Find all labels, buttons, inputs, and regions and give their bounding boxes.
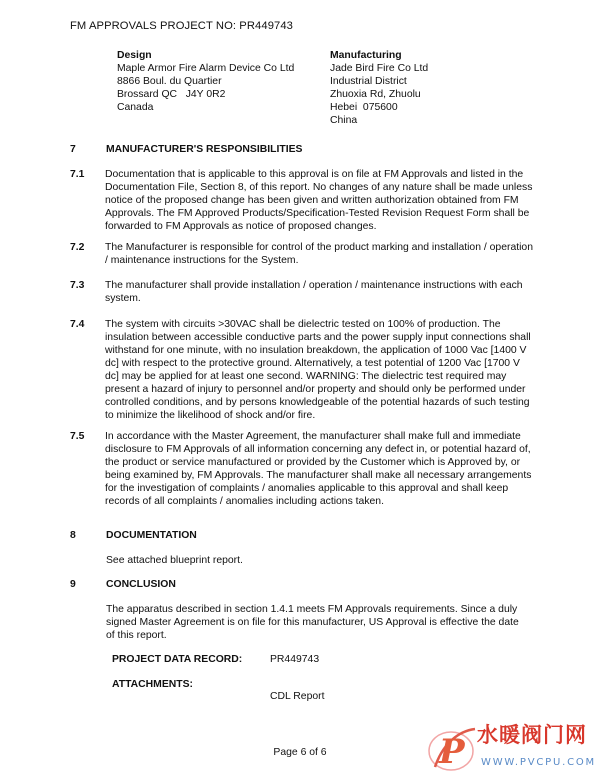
watermark-url: WWW.PVCPU.COM (481, 757, 596, 768)
clause-number: 7.5 (70, 431, 85, 442)
watermark-text: 水暖阀门网 (477, 723, 587, 747)
clause-text: The Manufacturer is responsible for control of the product marking and installation / operation / maintenance instructions for the System. (105, 242, 533, 266)
clause-number: 7.4 (70, 319, 85, 330)
design-address-line: Canada (117, 102, 154, 113)
manufacturing-address-block (330, 49, 530, 127)
manufacturing-heading: Manufacturing (330, 50, 402, 61)
attachments-label: ATTACHMENTS: (112, 679, 193, 690)
design-address-line: Brossard QC J4Y 0R2 (117, 89, 226, 100)
section-title: MANUFACTURER'S RESPONSIBILITIES (106, 144, 303, 155)
section-text: The apparatus described in section 1.4.1 meets FM Approvals requirements. Since a duly signed Master Agreement is on file for this manufacturer, US Approval is effective the date of this report. (106, 604, 519, 641)
manufacturing-address-line: Zhuoxia Rd, Zhuolu (330, 89, 421, 100)
design-address-block (117, 49, 317, 114)
project-data-record-value: PR449743 (270, 654, 320, 665)
clause-text: The manufacturer shall provide installation / operation / maintenance instructions with each system. (105, 280, 523, 304)
watermark (425, 720, 600, 777)
section-title: DOCUMENTATION (106, 530, 197, 541)
design-heading: Design (117, 50, 152, 61)
section-text: See attached blueprint report. (106, 555, 243, 566)
manufacturing-address-line: Hebei 075600 (330, 102, 398, 113)
page-number: Page 6 of 6 (273, 747, 327, 758)
section-title: CONCLUSION (106, 579, 176, 590)
clause-number: 7.3 (70, 280, 85, 291)
manufacturing-address-line: Jade Bird Fire Co Ltd (330, 63, 429, 74)
document-header: FM APPROVALS PROJECT NO: PR449743 (70, 20, 293, 32)
attachments-value: CDL Report (270, 691, 325, 702)
design-address-line: 8866 Boul. du Quartier (117, 76, 222, 87)
section-number: 8 (70, 530, 76, 541)
clause-text: In accordance with the Master Agreement, the manufacturer shall make full and immediate disclosure to FM Approvals of all information concerning any defect in, or potential hazard of, the product or service manufactured or provided by the Customer which is Approved by, or being examined by, FM Approvals. The manufacturer shall make all necessary arrangements for the investigation of complaints / anomalies applicable to this approval and shall keep records of all complaints / anomalies including actions taken. (105, 431, 532, 507)
clause-text: The system with circuits >30VAC shall be dielectric tested on 100% of production. The insulation between accessible conductive parts and the power supply input connections shall withstand for one minute, with no insulation breakdown, the application of 1000 Vac [1400 V dc] with respect to the protective ground. Alternatively, a test potential of 1200 Vac [1700 V dc] may be applied for at least one second. WARNING: The dielectric test required may present a hazard of injury to personnel and/or property and should only be performed under controlled conditions, and by persons knowledgeable of the potential hazards of such testing to minimize the likelihood of shock and/or fire. (105, 319, 531, 421)
watermark-logo-letter: P (439, 732, 465, 772)
watermark-logo-icon (425, 723, 481, 775)
project-data-record-label: PROJECT DATA RECORD: (112, 654, 243, 665)
manufacturing-address-line: Industrial District (330, 76, 407, 87)
design-address-line: Maple Armor Fire Alarm Device Co Ltd (117, 63, 295, 74)
manufacturing-address-line: China (330, 115, 358, 126)
section-number: 7 (70, 144, 76, 155)
clause-number: 7.1 (70, 169, 85, 180)
clause-text: Documentation that is applicable to this approval is on file at FM Approvals and listed in the Documentation File, Section 8, of this report. No changes of any nature shall be made unless notice of the proposed change has been given and written authorization obtained from FM Approvals. The FM Approved Products/Specification-Tested Revision Request Form shall be forwarded to FM Approvals as notice of proposed changes. (105, 169, 533, 232)
clause-number: 7.2 (70, 242, 85, 253)
section-number: 9 (70, 579, 76, 590)
